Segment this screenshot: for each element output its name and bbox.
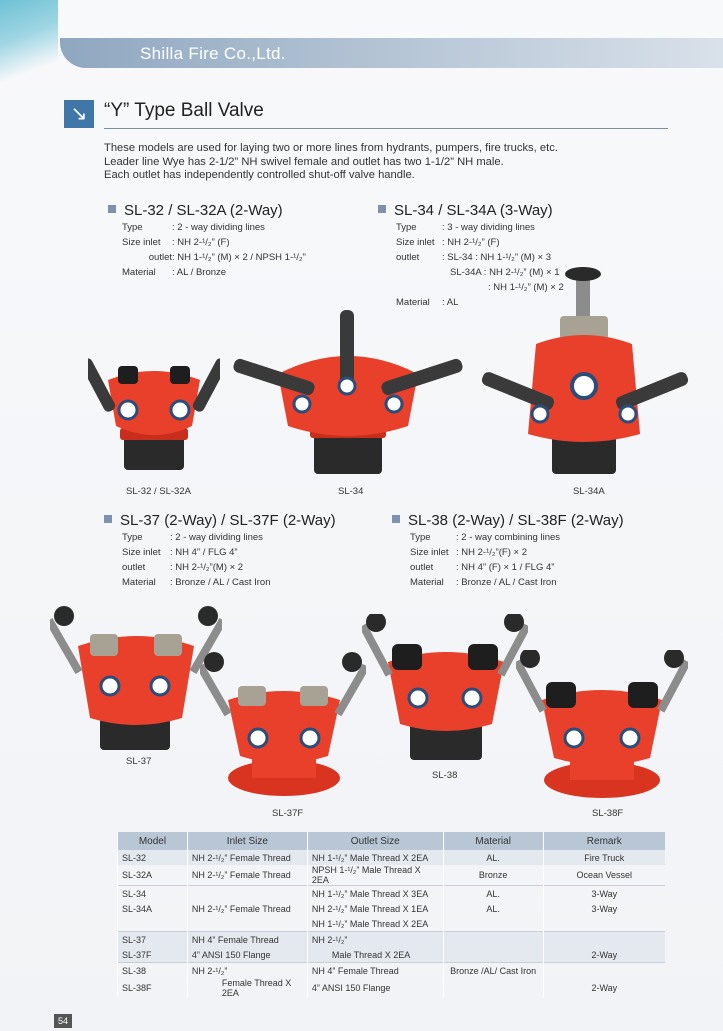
cell-remark (543, 932, 665, 948)
arrow-down-right-icon: ↘ (64, 100, 94, 128)
spec-value: : AL (442, 297, 459, 308)
bullet-square-icon (104, 515, 112, 523)
spec-value: : 2 - way combining lines (456, 532, 561, 543)
spec-key: Size inlet (396, 237, 435, 248)
spec-value: : 3 - way dividing lines (442, 222, 535, 233)
col-header-inlet: Inlet Size (187, 832, 307, 850)
cell-material (443, 932, 543, 948)
section-heading-text: SL-32 / SL-32A (2-Way) (124, 202, 283, 219)
title-divider (104, 128, 668, 129)
cell-inlet: NH 2-¹/₂” Female Thread (187, 865, 307, 886)
table-row (118, 901, 666, 916)
spec-value: : NH 4” / FLG 4” (170, 547, 238, 558)
valve-sl34-image (232, 308, 464, 478)
spec-key: outlet (148, 252, 172, 263)
table-row (118, 916, 666, 932)
cell-outlet: NH 1-¹/₂” Male Thread X 2EA (307, 850, 443, 865)
col-header-outlet: Outlet Size (307, 832, 443, 850)
cell-inlet: NH 2-¹/₂” Female Thread (187, 850, 307, 865)
table-row (118, 886, 666, 902)
spec-value: : NH 1-¹/₂” (M) × 2 (488, 282, 564, 293)
spec-key: Material (396, 297, 430, 308)
spec-value: : NH 2-¹/₂”(F) × 2 (456, 547, 527, 558)
spec-table (117, 832, 665, 998)
cell-outlet: NH 4” Female Thread (307, 963, 443, 979)
spec-value: : 2 - way dividing lines (170, 532, 263, 543)
spec-key: Material (122, 267, 156, 278)
spec-key: Size inlet (122, 237, 161, 248)
cell-material: AL. (443, 850, 543, 865)
cell-model: SL-34 (118, 886, 188, 902)
intro-paragraph (104, 142, 664, 183)
section-heading-sl38 (392, 512, 624, 529)
spec-block-sl32 (122, 220, 306, 280)
cell-inlet: NH 4” Female Thread (187, 932, 307, 948)
page-number: 54 (54, 1014, 72, 1028)
cell-inlet (187, 886, 307, 902)
spec-value: : 2 - way dividing lines (172, 222, 265, 233)
caption-sl38: SL-38 (432, 770, 458, 781)
col-header-model: Model (118, 832, 188, 850)
cell-model: SL-37 (118, 932, 188, 948)
spec-value: : SL-34 : NH 1-¹/₂” (M) × 3 (442, 252, 551, 263)
spec-key: outlet (410, 562, 434, 573)
intro-line: Leader line Wye has 2-1/2” NH swivel female and outlet has two 1-1/2” NH male. (104, 155, 504, 168)
cell-remark: 2-Way (543, 978, 665, 998)
corner-decoration (0, 0, 58, 90)
table-row (118, 963, 666, 979)
spec-value: : AL / Bronze (172, 267, 227, 278)
bullet-square-icon (392, 515, 400, 523)
section-heading-text: SL-34 / SL-34A (3-Way) (394, 202, 553, 219)
spec-key: Type (122, 532, 143, 543)
cell-model: SL-32 (118, 850, 188, 865)
table-row (118, 865, 666, 886)
table-row (118, 947, 666, 963)
cell-material (443, 947, 543, 963)
col-header-remark: Remark (543, 832, 665, 850)
valve-sl38f-image (516, 650, 688, 802)
cell-outlet: Male Thread X 2EA (307, 947, 443, 963)
cell-model: SL-38 (118, 963, 188, 979)
cell-outlet: NH 1-¹/₂” Male Thread X 2EA (307, 916, 443, 932)
cell-material (443, 978, 543, 998)
bullet-square-icon (108, 205, 116, 213)
caption-sl32: SL-32 / SL-32A (126, 486, 191, 497)
spec-key: outlet (122, 562, 146, 573)
cell-outlet: NH 2-¹/₂” Male Thread X 1EA (307, 901, 443, 916)
cell-inlet (187, 916, 307, 932)
spec-value: : NH 2-¹/₂”(M) × 2 (170, 562, 244, 573)
intro-line: These models are used for laying two or more lines from hydrants, pumpers, fire trucks, etc. (104, 142, 558, 154)
spec-block-sl37 (122, 530, 271, 590)
spec-key: Size inlet (410, 547, 449, 558)
cell-model: SL-37F (118, 947, 188, 963)
spec-value: : NH 2-¹/₂” (F) (442, 237, 500, 248)
valve-sl34a-image (480, 264, 690, 478)
cell-outlet: NH 2-¹/₂” (307, 932, 443, 948)
spec-value: : NH 1-¹/₂” (M) × 2 / NPSH 1-¹/₂” (172, 252, 306, 263)
caption-sl34a: SL-34A (573, 486, 605, 497)
cell-material: AL. (443, 901, 543, 916)
spec-value: : Bronze / AL / Cast Iron (456, 577, 557, 588)
valve-sl32-image (88, 352, 220, 476)
spec-key: Material (122, 577, 156, 588)
spec-key: outlet (396, 252, 420, 263)
page-title: “Y” Type Ball Valve (104, 100, 264, 121)
caption-sl34: SL-34 (338, 486, 364, 497)
spec-key: Type (396, 222, 417, 233)
caption-sl38f: SL-38F (592, 808, 624, 819)
table-row (118, 932, 666, 948)
cell-remark: 3-Way (543, 886, 665, 902)
valve-sl38-image (362, 614, 528, 764)
cell-model (118, 916, 188, 932)
cell-material (443, 916, 543, 932)
cell-remark: 2-Way (543, 947, 665, 963)
cell-remark: 3-Way (543, 901, 665, 916)
cell-outlet: NPSH 1-¹/₂” Male Thread X 2EA (307, 865, 443, 886)
valve-sl37-image (50, 606, 222, 752)
spec-key: Size inlet (122, 547, 161, 558)
caption-sl37: SL-37 (126, 756, 152, 767)
cell-model: SL-32A (118, 865, 188, 886)
cell-remark (543, 963, 665, 979)
cell-outlet: NH 1-¹/₂” Male Thread X 3EA (307, 886, 443, 902)
section-heading-sl37 (104, 512, 336, 529)
intro-line: Each outlet has independently controlled shut-off valve handle. (104, 169, 415, 181)
table-header-row (118, 832, 666, 850)
section-heading-sl32 (108, 202, 283, 219)
section-heading-sl34 (378, 202, 553, 219)
bullet-square-icon (378, 205, 386, 213)
spec-value: SL-34A : NH 2-¹/₂” (M) × 1 (450, 267, 560, 278)
spec-key: Type (410, 532, 431, 543)
cell-remark: Fire Truck (543, 850, 665, 865)
cell-model: SL-38F (118, 978, 188, 998)
company-name: Shilla Fire Co.,Ltd. (140, 44, 286, 63)
cell-inlet: Female Thread X 2EA (187, 978, 307, 998)
cell-model: SL-34A (118, 901, 188, 916)
spec-value: : NH 4” (F) × 1 / FLG 4” (456, 562, 555, 573)
spec-value: : NH 2-¹/₂” (F) (172, 237, 230, 248)
valve-sl37f-image (200, 652, 366, 800)
cell-inlet: NH 2-¹/₂” (187, 963, 307, 979)
section-heading-text: SL-38 (2-Way) / SL-38F (2-Way) (408, 512, 624, 529)
cell-material: Bronze (443, 865, 543, 886)
spec-value: : Bronze / AL / Cast Iron (170, 577, 271, 588)
col-header-material: Material (443, 832, 543, 850)
caption-sl37f: SL-37F (272, 808, 304, 819)
cell-outlet: 4” ANSI 150 Flange (307, 978, 443, 998)
spec-block-sl38 (410, 530, 560, 590)
spec-key: Material (410, 577, 444, 588)
table-row (118, 978, 666, 998)
cell-inlet: NH 2-¹/₂” Female Thread (187, 901, 307, 916)
cell-material: Bronze /AL/ Cast Iron (443, 963, 543, 979)
cell-material: AL. (443, 886, 543, 902)
spec-key: Type (122, 222, 143, 233)
cell-remark: Ocean Vessel (543, 865, 665, 886)
section-heading-text: SL-37 (2-Way) / SL-37F (2-Way) (120, 512, 336, 529)
cell-inlet: 4” ANSI 150 Flange (187, 947, 307, 963)
table-row (118, 850, 666, 865)
cell-remark (543, 916, 665, 932)
